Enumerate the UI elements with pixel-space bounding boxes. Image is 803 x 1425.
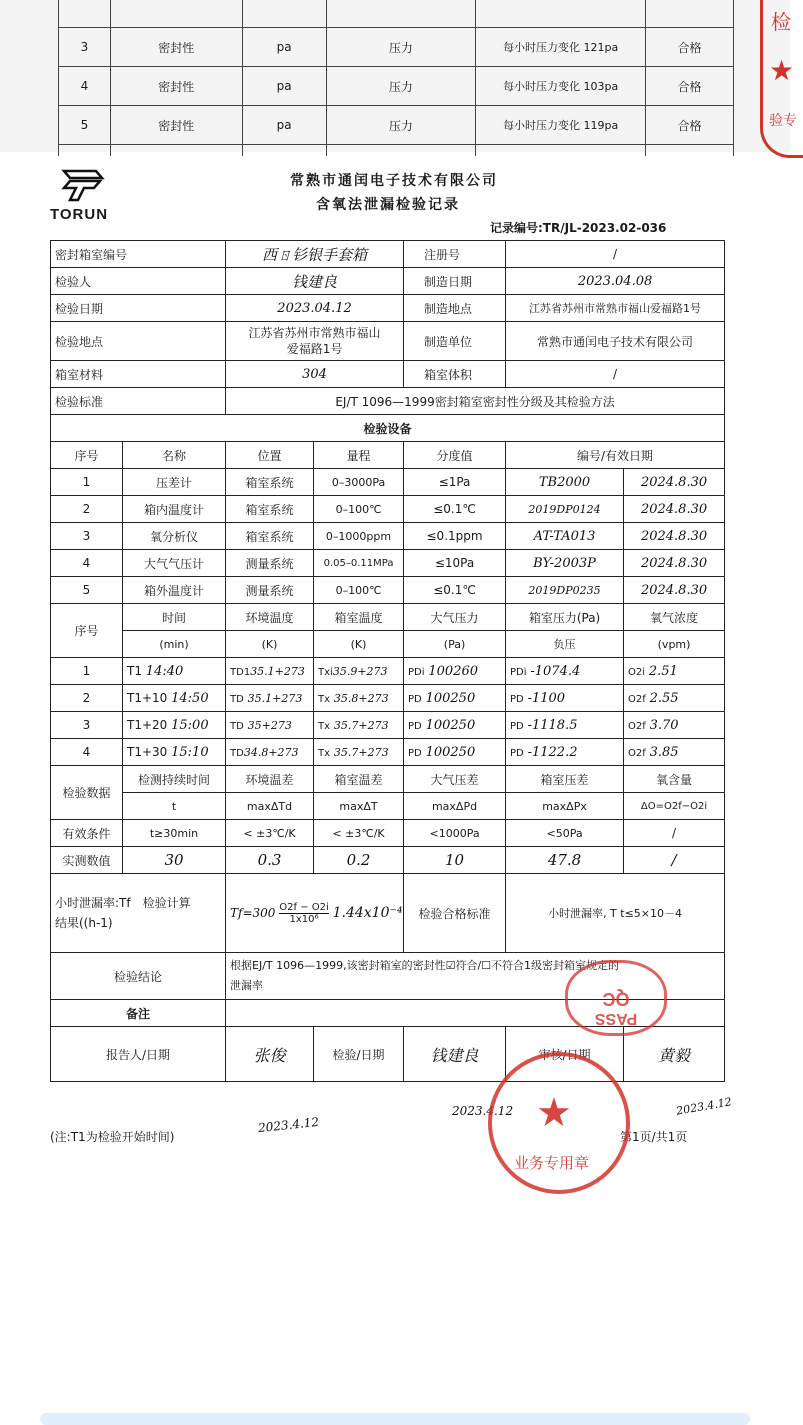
valid-box: < ±3℃/K bbox=[314, 820, 404, 847]
row-item: 密封性 bbox=[110, 67, 242, 106]
m-atm-label: PD bbox=[408, 747, 422, 759]
row-result: 合格 bbox=[646, 106, 734, 145]
m-o2-label: O2f bbox=[628, 693, 646, 705]
material-label: 箱室材料 bbox=[51, 361, 226, 388]
m-no: 4 bbox=[51, 739, 123, 766]
insp-place-value bbox=[226, 322, 404, 361]
col-unit: t bbox=[123, 793, 226, 820]
inspector-value: 钱建良 bbox=[226, 268, 404, 295]
m-time-value: 15:10 bbox=[171, 744, 209, 760]
pass-text: PASS bbox=[594, 1010, 638, 1027]
eq-loc: 测量系统 bbox=[226, 550, 314, 577]
m-atm-value: 100250 bbox=[425, 717, 476, 733]
m-boxp-value: -1122.2 bbox=[527, 744, 578, 760]
valid-o2: / bbox=[624, 820, 725, 847]
leak-label-line2: 结果((h-1) bbox=[55, 916, 113, 930]
table-row bbox=[59, 106, 734, 145]
checker-signature: 钱建良 bbox=[404, 1027, 506, 1082]
data-header-row bbox=[51, 766, 725, 793]
m-o2-value: 2.55 bbox=[649, 690, 679, 706]
author-label: 报告人/日期 bbox=[51, 1027, 226, 1082]
info-row bbox=[51, 388, 725, 415]
table-row bbox=[51, 739, 725, 766]
row-unit: pa bbox=[242, 106, 326, 145]
m-env-value: 35.1+273 bbox=[250, 665, 305, 678]
m-boxp-label: PD bbox=[510, 747, 524, 759]
m-boxp bbox=[506, 685, 624, 712]
maker-value: 常熟市通闰电子技术有限公司 bbox=[506, 322, 725, 361]
pass-qc-stamp bbox=[565, 960, 667, 1036]
m-atm-value: 100260 bbox=[428, 663, 479, 679]
mfg-date-label: 制造日期 bbox=[404, 268, 506, 295]
info-row bbox=[51, 268, 725, 295]
section-row bbox=[51, 415, 725, 442]
side-stamp-text: 检 bbox=[771, 10, 791, 34]
info-row bbox=[51, 241, 725, 268]
col-unit: (vpm) bbox=[624, 631, 725, 658]
eq-name: 压差计 bbox=[123, 469, 226, 496]
bottom-bar bbox=[40, 1413, 750, 1425]
col-header: 序号 bbox=[51, 604, 123, 658]
conclusion-label: 检验结论 bbox=[51, 953, 226, 1000]
leak-standard-value: 小时泄漏率, T t≤5×10－4 bbox=[506, 874, 725, 953]
seal-bottom-text: 业务专用章 bbox=[514, 1154, 590, 1172]
eq-loc: 箱室系统 bbox=[226, 469, 314, 496]
eq-loc: 箱室系统 bbox=[226, 523, 314, 550]
m-time-value: 15:00 bbox=[171, 717, 209, 733]
eq-date: 2024.8.30 bbox=[624, 469, 725, 496]
m-box-label: Tx bbox=[318, 694, 331, 705]
insp-date-label: 检验日期 bbox=[51, 295, 226, 322]
leak-result: 1.44x10⁻⁴ bbox=[332, 904, 403, 921]
m-box bbox=[314, 712, 404, 739]
star-icon: ★ bbox=[769, 54, 795, 87]
eq-loc: 测量系统 bbox=[226, 577, 314, 604]
leak-label bbox=[51, 874, 226, 953]
m-box-label: Txi bbox=[318, 667, 333, 678]
eq-name: 氧分析仪 bbox=[123, 523, 226, 550]
valid-dur: t≥30min bbox=[123, 820, 226, 847]
author-signature: 张俊 bbox=[226, 1027, 314, 1082]
col-header: 序号 bbox=[51, 442, 123, 469]
m-o2-label: O2f bbox=[628, 747, 646, 759]
m-time-value: 14:50 bbox=[171, 690, 209, 706]
m-atm bbox=[404, 712, 506, 739]
m-time bbox=[123, 739, 226, 766]
eq-loc: 箱室系统 bbox=[226, 496, 314, 523]
col-unit: maxΔPd bbox=[404, 793, 506, 820]
leak-standard-label: 检验合格标准 bbox=[404, 874, 506, 953]
actual-box: 0.2 bbox=[314, 847, 404, 874]
m-time-label: T1+20 bbox=[127, 717, 168, 732]
standard-value: EJ/T 1096—1999密封箱室密封性分级及其检验方法 bbox=[226, 388, 725, 415]
eq-range: 0–1000ppm bbox=[314, 523, 404, 550]
m-atm-value: 100250 bbox=[425, 690, 476, 706]
table-row bbox=[51, 523, 725, 550]
eq-no: 5 bbox=[51, 577, 123, 604]
m-atm-label: PD bbox=[408, 693, 422, 705]
row-unit: pa bbox=[242, 67, 326, 106]
m-env bbox=[226, 739, 314, 766]
logo-mark-icon bbox=[50, 168, 114, 202]
m-boxp-value: -1074.4 bbox=[530, 663, 581, 679]
m-env-label: TD bbox=[230, 694, 244, 705]
leak-label-line1: 小时泄漏率:Tf 检验计算 bbox=[55, 896, 191, 910]
m-no: 2 bbox=[51, 685, 123, 712]
col-header: 箱室压差 bbox=[506, 766, 624, 793]
eq-date: 2024.8.30 bbox=[624, 523, 725, 550]
col-header: 分度值 bbox=[404, 442, 506, 469]
company-seal bbox=[488, 1052, 630, 1194]
record-number: 记录编号:TR/JL-2023.02-036 bbox=[490, 221, 667, 235]
page-count: 第1页/共1页 bbox=[620, 1130, 688, 1144]
row-unit: pa bbox=[242, 28, 326, 67]
eq-name: 大气气压计 bbox=[123, 550, 226, 577]
m-env-label: TD bbox=[230, 748, 244, 759]
m-o2 bbox=[624, 712, 725, 739]
formula-fraction bbox=[279, 902, 329, 925]
volume-value: / bbox=[506, 361, 725, 388]
row-method: 压力 bbox=[326, 28, 476, 67]
formula-lhs: Tf=300 bbox=[230, 905, 276, 920]
m-o2-label: O2i bbox=[628, 666, 646, 678]
m-box-value: 35.7+273 bbox=[333, 719, 389, 732]
table-row bbox=[51, 496, 725, 523]
col-header: 编号/有效日期 bbox=[506, 442, 725, 469]
col-header: 大气压差 bbox=[404, 766, 506, 793]
checker-label: 检验/日期 bbox=[314, 1027, 404, 1082]
reg-value: / bbox=[506, 241, 725, 268]
m-env bbox=[226, 712, 314, 739]
m-box-value: 35.7+273 bbox=[333, 746, 389, 759]
col-header: 环境温差 bbox=[226, 766, 314, 793]
eq-range: 0–3000Pa bbox=[314, 469, 404, 496]
m-atm-label: PD bbox=[408, 720, 422, 732]
valid-atm: <1000Pa bbox=[404, 820, 506, 847]
col-header: 大气压力 bbox=[404, 604, 506, 631]
col-unit: (K) bbox=[314, 631, 404, 658]
eq-id: 2019DP0124 bbox=[506, 496, 624, 523]
eq-range: 0–100℃ bbox=[314, 496, 404, 523]
m-time bbox=[123, 685, 226, 712]
formula-denominator: 1x10⁶ bbox=[289, 913, 319, 925]
insp-date-value: 2023.04.12 bbox=[226, 295, 404, 322]
m-boxp-value: -1100 bbox=[527, 690, 566, 706]
review-date: 2023.4.12 bbox=[675, 1095, 733, 1118]
review-label: 审核/日期 bbox=[506, 1027, 624, 1082]
equipment-heading: 检验设备 bbox=[51, 415, 725, 442]
material-value: 304 bbox=[226, 361, 404, 388]
row-result: 合格 bbox=[646, 67, 734, 106]
m-boxp-label: PD bbox=[510, 720, 524, 732]
valid-env: < ±3℃/K bbox=[226, 820, 314, 847]
col-header: 箱室温度 bbox=[314, 604, 404, 631]
col-unit: (K) bbox=[226, 631, 314, 658]
data-label: 检验数据 bbox=[51, 766, 123, 820]
col-unit: ΔO=O2f−O2i bbox=[624, 793, 725, 820]
table-row bbox=[51, 577, 725, 604]
reg-label: 注册号 bbox=[404, 241, 506, 268]
m-env-label: TD1 bbox=[230, 667, 251, 678]
actual-row bbox=[51, 847, 725, 874]
row-result: 合格 bbox=[646, 28, 734, 67]
col-unit: (Pa) bbox=[404, 631, 506, 658]
row-desc: 每小时压力变化 119pa bbox=[476, 106, 646, 145]
eq-range: 0–100℃ bbox=[314, 577, 404, 604]
eq-no: 1 bbox=[51, 469, 123, 496]
m-atm bbox=[404, 658, 506, 685]
m-boxp bbox=[506, 712, 624, 739]
box-no-label: 密封箱室编号 bbox=[51, 241, 226, 268]
eq-no: 4 bbox=[51, 550, 123, 577]
eq-name: 箱外温度计 bbox=[123, 577, 226, 604]
m-boxp-value: -1118.5 bbox=[527, 717, 578, 733]
m-env bbox=[226, 685, 314, 712]
table-row bbox=[51, 469, 725, 496]
review-signature: 黄毅 bbox=[624, 1027, 725, 1082]
side-stamp-text: 验专 bbox=[769, 113, 797, 129]
m-box bbox=[314, 658, 404, 685]
data-unit-row bbox=[51, 793, 725, 820]
company-title: 常熟市通闰电子技术有限公司 bbox=[290, 173, 498, 189]
m-box bbox=[314, 739, 404, 766]
m-atm bbox=[404, 739, 506, 766]
m-atm-label: PDi bbox=[408, 666, 425, 678]
row-desc: 每小时压力变化 103pa bbox=[476, 67, 646, 106]
leak-row bbox=[51, 874, 725, 953]
insp-place-line1: 江苏省苏州市常熟市福山 bbox=[248, 326, 381, 340]
leak-formula bbox=[226, 874, 404, 953]
m-no: 3 bbox=[51, 712, 123, 739]
eq-name: 箱内温度计 bbox=[123, 496, 226, 523]
m-box-value: 35.9+273 bbox=[332, 665, 388, 678]
eq-id: TB2000 bbox=[506, 469, 624, 496]
qc-text: QC bbox=[602, 989, 630, 1009]
table-row bbox=[59, 28, 734, 67]
m-o2 bbox=[624, 739, 725, 766]
inspection-table bbox=[50, 240, 725, 1082]
table-row bbox=[51, 712, 725, 739]
conclusion-line2: 泄漏率 bbox=[230, 979, 264, 992]
m-o2 bbox=[624, 685, 725, 712]
eq-id: 2019DP0235 bbox=[506, 577, 624, 604]
m-atm-value: 100250 bbox=[425, 744, 476, 760]
row-no: 4 bbox=[59, 67, 111, 106]
actual-atm: 10 bbox=[404, 847, 506, 874]
actual-dur: 30 bbox=[123, 847, 226, 874]
m-env-value: 34.8+273 bbox=[243, 746, 299, 759]
table-row bbox=[59, 0, 734, 28]
star-icon: ★ bbox=[536, 1090, 572, 1136]
m-box-label: Tx bbox=[318, 748, 331, 759]
info-row bbox=[51, 322, 725, 361]
m-env-value: 35.1+273 bbox=[247, 692, 303, 705]
eq-div: ≤10Pa bbox=[404, 550, 506, 577]
box-no-value: 西ㄖ钐银手套箱 bbox=[226, 241, 404, 268]
m-boxp-label: PDi bbox=[510, 666, 527, 678]
eq-id: BY-2003P bbox=[506, 550, 624, 577]
actual-env: 0.3 bbox=[226, 847, 314, 874]
row-desc: 每小时压力变化 121pa bbox=[476, 28, 646, 67]
col-unit: (min) bbox=[123, 631, 226, 658]
m-box-label: Tx bbox=[318, 721, 331, 732]
table-row bbox=[51, 685, 725, 712]
eq-no: 3 bbox=[51, 523, 123, 550]
mfg-place-label: 制造地点 bbox=[404, 295, 506, 322]
m-o2-label: O2f bbox=[628, 720, 646, 732]
actual-label: 实测数值 bbox=[51, 847, 123, 874]
standard-label: 检验标准 bbox=[51, 388, 226, 415]
m-box-value: 35.8+273 bbox=[333, 692, 389, 705]
row-item: 密封性 bbox=[110, 28, 242, 67]
formula-numerator: O2f − O2i bbox=[279, 901, 329, 913]
torun-logo bbox=[50, 168, 114, 224]
eq-div: ≤0.1ppm bbox=[404, 523, 506, 550]
col-header: 检测持续时间 bbox=[123, 766, 226, 793]
m-boxp bbox=[506, 658, 624, 685]
col-unit: maxΔT bbox=[314, 793, 404, 820]
measure-header-row bbox=[51, 604, 725, 631]
row-item: 密封性 bbox=[110, 106, 242, 145]
eq-div: ≤0.1℃ bbox=[404, 577, 506, 604]
valid-row bbox=[51, 820, 725, 847]
row-no: 5 bbox=[59, 106, 111, 145]
info-row bbox=[51, 361, 725, 388]
mfg-place-value: 江苏省苏州市常熟市福山爱福路1号 bbox=[506, 295, 725, 322]
info-row bbox=[51, 295, 725, 322]
table-row bbox=[51, 550, 725, 577]
volume-label: 箱室体积 bbox=[404, 361, 506, 388]
col-header: 氧含量 bbox=[624, 766, 725, 793]
document-title: 含氧法泄漏检验记录 bbox=[316, 197, 460, 213]
side-stamp bbox=[760, 0, 803, 158]
actual-boxp: 47.8 bbox=[506, 847, 624, 874]
m-box bbox=[314, 685, 404, 712]
m-no: 1 bbox=[51, 658, 123, 685]
m-time-label: T1 bbox=[127, 663, 142, 678]
eq-date: 2024.8.30 bbox=[624, 577, 725, 604]
m-time-label: T1+10 bbox=[127, 690, 168, 705]
equipment-header-row bbox=[51, 442, 725, 469]
col-unit: 负压 bbox=[506, 631, 624, 658]
remark-label: 备注 bbox=[51, 1000, 226, 1027]
m-env bbox=[226, 658, 314, 685]
m-time bbox=[123, 712, 226, 739]
m-o2-value: 2.51 bbox=[648, 663, 678, 679]
m-boxp bbox=[506, 739, 624, 766]
row-method: 压力 bbox=[326, 67, 476, 106]
eq-div: ≤0.1℃ bbox=[404, 496, 506, 523]
eq-id: AT-TA013 bbox=[506, 523, 624, 550]
m-time-value: 14:40 bbox=[145, 663, 184, 679]
col-header: 氧气浓度 bbox=[624, 604, 725, 631]
eq-date: 2024.8.30 bbox=[624, 496, 725, 523]
maker-label: 制造单位 bbox=[404, 322, 506, 361]
eq-div: ≤1Pa bbox=[404, 469, 506, 496]
m-o2-value: 3.70 bbox=[649, 717, 679, 733]
author-date: 2023.4.12 bbox=[257, 1114, 320, 1136]
col-unit: maxΔTd bbox=[226, 793, 314, 820]
footer-note: (注:T1为检验开始时间) bbox=[50, 1130, 175, 1144]
col-header: 位置 bbox=[226, 442, 314, 469]
insp-place-line2: 爱福路1号 bbox=[286, 342, 343, 356]
inspector-label: 检验人 bbox=[51, 268, 226, 295]
m-env-label: TD bbox=[230, 721, 244, 732]
conclusion-line1: 根据EJ/T 1096—1999,该密封箱室的密封性☑符合/☐不符合1级密封箱室规定的 bbox=[230, 959, 620, 972]
m-time-label: T1+30 bbox=[127, 744, 168, 759]
col-unit: maxΔPx bbox=[506, 793, 624, 820]
m-atm bbox=[404, 685, 506, 712]
m-env-value: 35+273 bbox=[247, 719, 292, 732]
col-header: 时间 bbox=[123, 604, 226, 631]
m-o2 bbox=[624, 658, 725, 685]
m-boxp-label: PD bbox=[510, 693, 524, 705]
col-header: 名称 bbox=[123, 442, 226, 469]
col-header: 箱室压力(Pa) bbox=[506, 604, 624, 631]
table-row bbox=[59, 67, 734, 106]
eq-range: 0.05–0.11MPa bbox=[314, 550, 404, 577]
measure-unit-row bbox=[51, 631, 725, 658]
col-header: 量程 bbox=[314, 442, 404, 469]
checker-date: 2023.4.12 bbox=[452, 1104, 514, 1118]
logo-text: TORUN bbox=[50, 206, 109, 223]
row-no: 3 bbox=[59, 28, 111, 67]
row-method: 压力 bbox=[326, 106, 476, 145]
insp-place-label: 检验地点 bbox=[51, 322, 226, 361]
actual-o2: / bbox=[624, 847, 725, 874]
m-time bbox=[123, 658, 226, 685]
valid-boxp: <50Pa bbox=[506, 820, 624, 847]
m-o2-value: 3.85 bbox=[649, 744, 679, 760]
col-header: 箱室温差 bbox=[314, 766, 404, 793]
table-row bbox=[51, 658, 725, 685]
eq-no: 2 bbox=[51, 496, 123, 523]
col-header: 环境温度 bbox=[226, 604, 314, 631]
eq-date: 2024.8.30 bbox=[624, 550, 725, 577]
mfg-date-value: 2023.04.08 bbox=[506, 268, 725, 295]
valid-label: 有效条件 bbox=[51, 820, 123, 847]
